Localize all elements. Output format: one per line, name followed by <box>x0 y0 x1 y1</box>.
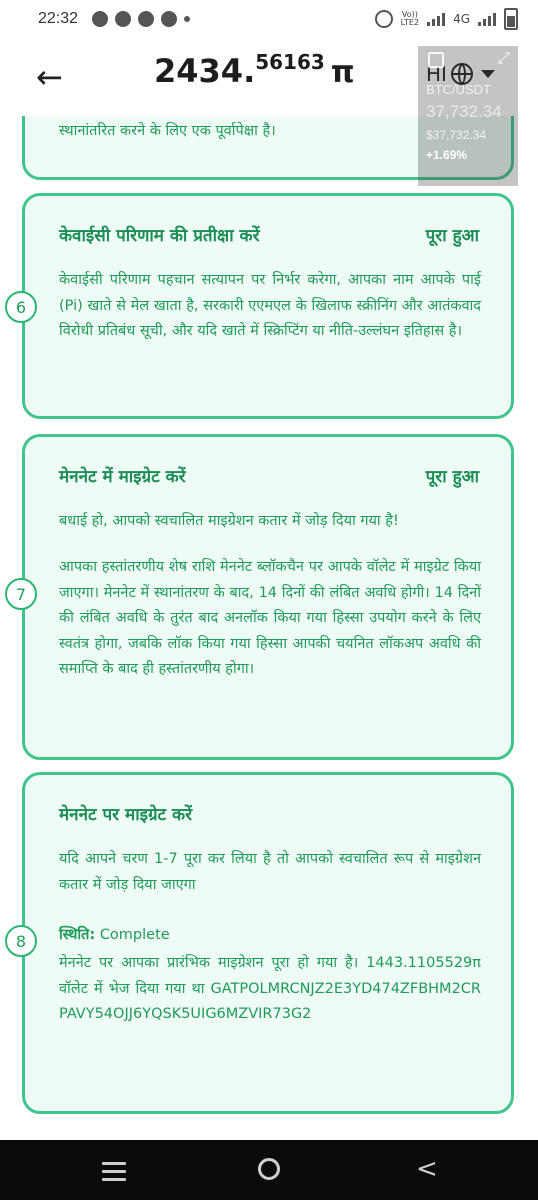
step-8-status-line <box>59 923 481 949</box>
more-notifications-icon <box>184 16 190 22</box>
volte-indicator: Vo)) LTE2 <box>400 10 420 27</box>
step-6-number: 6 <box>5 291 37 323</box>
ticker-usd-price: $37,732.34 <box>426 128 487 142</box>
language-code: HI <box>426 62 447 86</box>
ticker-pair: BTC/USDT <box>426 82 491 97</box>
battery-icon <box>504 8 518 30</box>
step-card-8 <box>22 772 514 1114</box>
network-type: 4G <box>453 12 470 26</box>
whatsapp-icon <box>115 11 131 27</box>
shrink-icon[interactable] <box>428 52 444 68</box>
step-8-number: 8 <box>5 925 37 957</box>
navigation-bar <box>0 1140 538 1200</box>
step-7-status: पूरा हुआ <box>425 467 479 487</box>
ticker-change: +1.69% <box>426 148 468 162</box>
home-icon[interactable] <box>258 1158 280 1180</box>
app-notification-icon <box>92 11 108 27</box>
clock: 22:32 <box>38 10 79 27</box>
recent-apps-icon[interactable] <box>102 1162 126 1186</box>
step-7-number: 7 <box>5 578 37 610</box>
ticker-price: 37,732.34 <box>426 102 502 121</box>
alarm-icon <box>375 10 393 28</box>
system-icons <box>375 8 518 30</box>
step-8-status-value: Complete <box>99 927 170 943</box>
price-ticker-overlay[interactable] <box>418 46 518 186</box>
step-7-body: आपका हस्तांतरणीय शेष राशि मेननेट ब्लॉकचैन पर आपके वॉलेट में माइग्रेट किया जाएगा। मेननेट में स्थानांतरण के बाद, 14 दिनों की लंबित अवधि होगी। 14 दिनों की लंबित अवधि के तुरंत बाद अनलॉक किया गया हिस्सा उपयोग करने के लिए स्वतंत्र होगा, जबकि लॉक किया गया हिस्सा आपकी चयनित लॉकअप अवधि की समाप्ति के बाद ही हस्तांतरणीय होगा। <box>59 559 481 677</box>
step-8-title: मेननेट पर माइग्रेट करें <box>59 805 193 825</box>
back-icon[interactable]: < <box>416 1154 438 1184</box>
signal-icon-2 <box>478 12 496 26</box>
signal-icon <box>427 12 445 26</box>
pi-balance: 2434.56163 π <box>154 50 355 90</box>
status-bar <box>0 0 538 40</box>
notification-icons <box>92 11 190 27</box>
step-6-status: पूरा हुआ <box>425 226 479 246</box>
step-card-7 <box>22 434 514 760</box>
step-6-body: केवाईसी परिणाम पहचान सत्यापन पर निर्भर करेगा, आपका नाम आपके पाई (Pi) खाते से मेल खाता है, सरकारी एएमएल के खिलाफ स्क्रीनिंग और आतंकवाद विरोधी प्रतिबंध सूची, और यदि खाते में स्क्रिप्टिंग या नीति-उल्लंघन इतिहास है। <box>59 272 481 339</box>
step-8-migration-detail: मेननेट पर आपका प्रारंभिक माइग्रेशन पूरा हो गया है। 1443.1105529π वॉलेट में भेज दिया गया था GATPOLMRCNJZ2E3YD474ZFBHM2CRPAVY54OJJ6YQSK5UIG6MZVIR73G2 <box>59 955 481 1022</box>
telegram-icon <box>138 11 154 27</box>
step-8-status-label: स्थिति: <box>59 927 96 943</box>
step-7-congrats: बधाई हो, आपको स्वचालित माइग्रेशन कतार में जोड़ दिया गया है! <box>59 513 399 529</box>
step-5-text: स्थानांतरित करने के लिए एक पूर्वापेक्षा है। <box>59 123 276 139</box>
step-7-title: मेननेट में माइग्रेट करें <box>59 467 186 487</box>
expand-icon[interactable]: ⤢ <box>497 50 510 67</box>
steps-list[interactable] <box>0 116 538 1140</box>
back-arrow-icon[interactable]: ← <box>36 58 63 96</box>
step-8-body: यदि आपने चरण 1-7 पूरा कर लिया है तो आपको स्वचालित रूप से माइग्रेशन कतार में जोड़ दिया जाएगा <box>59 851 481 893</box>
step-6-title: केवाईसी परिणाम की प्रतीक्षा करें <box>59 226 260 246</box>
compass-icon <box>161 11 177 27</box>
step-card-6 <box>22 193 514 419</box>
